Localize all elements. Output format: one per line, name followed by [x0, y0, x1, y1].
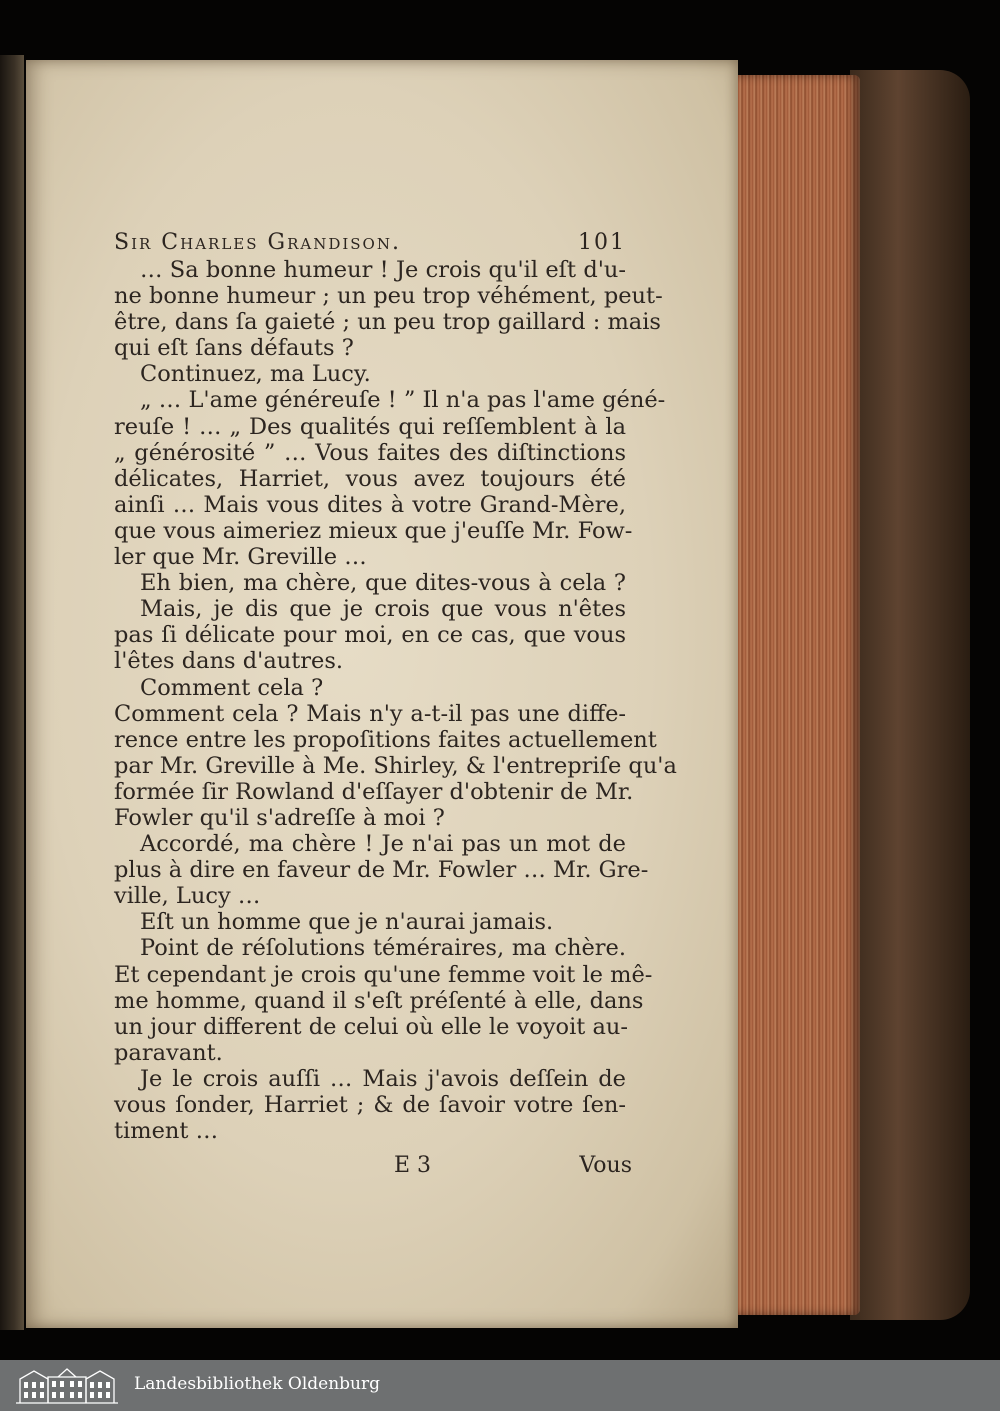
book-cover — [850, 70, 970, 1320]
text-line: Je le crois auſſi … Mais j'avois deſſein de — [140, 1065, 626, 1092]
text-line: Fowler qu'il s'adreſſe à moi ? — [114, 804, 445, 831]
text-line: Mais, je dis que je crois que vous n'êtes — [140, 596, 626, 623]
text-line: ne bonne humeur ; un peu trop véhément, peut- — [114, 283, 663, 310]
text-line: Accordé, ma chère ! Je n'ai pas un mot de — [140, 831, 626, 858]
text-line: formée ſir Rowland d'eſſayer d'obtenir de Mr. — [114, 778, 634, 805]
text-line: Eſt un homme que je n'aurai jamais. — [140, 909, 554, 936]
library-footer-bar — [0, 1360, 1000, 1411]
text-line: Point de réſolutions téméraires, ma chère. — [140, 935, 626, 962]
signature-mark: E 3 — [394, 1153, 432, 1178]
library-building-icon — [14, 1365, 120, 1405]
text-line: timent … — [114, 1118, 219, 1145]
text-line: Et cependant je crois qu'une femme voit le mê- — [114, 961, 653, 988]
text-line: ville, Lucy … — [114, 883, 261, 910]
text-line: vous ſonder, Harriet ; & de ſavoir votre ſen- — [114, 1092, 626, 1118]
text-line: délicates, Harriet, vous avez toujours été — [114, 465, 626, 492]
left-page-edge — [0, 55, 24, 1330]
library-name: Landesbibliothek Oldenburg — [134, 1374, 381, 1394]
text-line: pas ſi délicate pour moi, en ce cas, que vous — [114, 622, 626, 649]
text-line: „ générosité ” … Vous faites des diſtinctions — [114, 439, 626, 466]
text-line: paravant. — [114, 1039, 223, 1066]
text-line: un jour different de celui où elle le voyoit au- — [114, 1013, 628, 1040]
text-line: Comment cela ? Mais n'y a-t-il pas une diffe- — [114, 700, 626, 727]
text-line: ler que Mr. Greville … — [114, 544, 367, 571]
text-line: me homme, quand il s'eſt préſenté à elle, dans — [114, 987, 644, 1014]
running-head — [114, 230, 626, 255]
text-line: … Sa bonne humeur ! Je crois qu'il eſt d'u- — [140, 257, 626, 283]
text-line: que vous aimeriez mieux que j'euſſe Mr. Fow- — [114, 517, 633, 544]
text-line: plus à dire en faveur de Mr. Fowler … Mr. Gre- — [114, 857, 649, 884]
text-line: l'êtes dans d'autres. — [114, 648, 344, 675]
text-line: être, dans ſa gaieté ; un peu trop gaillard : mais — [114, 309, 661, 336]
text-line: qui eſt ſans défauts ? — [114, 335, 354, 362]
page-text — [114, 230, 677, 1145]
text-line: par Mr. Greville à Me. Shirley, & l'entrepriſe qu'a — [114, 752, 677, 779]
text-line: Eh bien, ma chère, que dites-vous à cela ? — [140, 570, 626, 597]
text-line: „ … L'ame généreuſe ! ” Il n'a pas l'ame géné- — [140, 387, 666, 414]
page-edges — [735, 75, 860, 1315]
text-line: Continuez, ma Lucy. — [140, 361, 371, 388]
page-number: 101 — [578, 230, 626, 255]
running-title: Sir Charles Grandison. — [114, 230, 401, 255]
catchword: Vous — [579, 1153, 632, 1178]
text-line: rence entre les propoſitions faites actuellement — [114, 726, 657, 753]
text-line: ainſi … Mais vous dites à votre Grand-Mère, — [114, 491, 626, 518]
book-page — [26, 60, 738, 1328]
text-line: Comment cela ? — [140, 674, 324, 701]
text-line: reuſe ! … „ Des qualités qui reſſemblent à la — [114, 413, 626, 440]
